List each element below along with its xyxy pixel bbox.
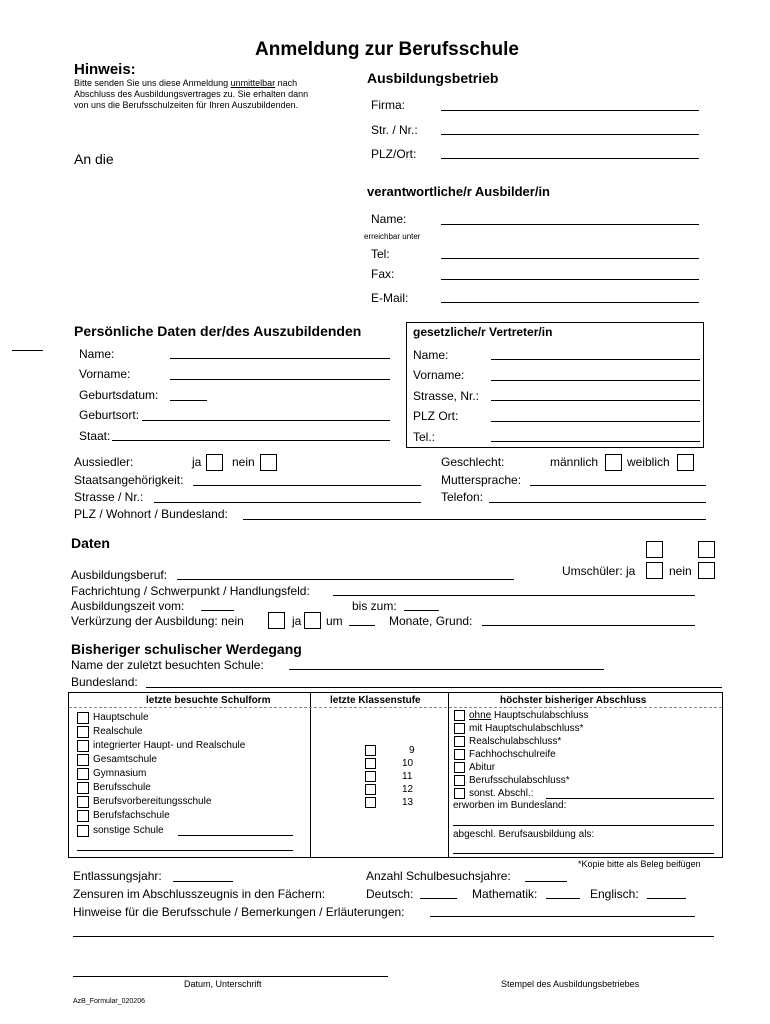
berufsausbildung-field[interactable] <box>453 853 714 854</box>
kopie-note: *Kopie bitte als Beleg beifügen <box>578 859 701 869</box>
schulform-label: Berufsschule <box>93 782 151 793</box>
schulform-checkbox[interactable] <box>77 768 89 780</box>
berufsausbildung-label: abgeschl. Berufsausbildung als: <box>453 829 595 840</box>
schulform-label: Gesamtschule <box>93 754 157 765</box>
ausbilder-fax-label: Fax: <box>371 267 395 281</box>
azubi-name-label: Name: <box>79 347 115 361</box>
abschluss-checkbox[interactable] <box>454 710 465 721</box>
ausbilder-email-label: E-Mail: <box>371 291 409 305</box>
weiblich-label: weiblich <box>627 455 670 469</box>
col-abschluss-header: höchster bisheriger Abschluss <box>500 695 647 706</box>
azubi-vorname-label: Vorname: <box>79 367 131 381</box>
abschluss-label: Abitur <box>469 762 496 773</box>
vertreter-name-field[interactable] <box>491 359 700 360</box>
ausbilder-tel-field[interactable] <box>441 258 699 259</box>
azubi-strasse-label: Strasse / Nr.: <box>74 490 144 504</box>
persoenlich-heading: Persönliche Daten der/des Auszubildenden <box>74 323 362 339</box>
klasse-checkbox[interactable] <box>365 758 376 769</box>
azubi-name-field[interactable] <box>170 358 390 359</box>
an-die-label: An die <box>74 151 114 167</box>
besuchsjahre-label: Anzahl Schulbesuchsjahre: <box>366 869 511 883</box>
geburtsdatum-field[interactable] <box>170 400 207 401</box>
hinweis-line-3: von uns die Berufsschulzeiten für Ihren Auszubildenden. <box>74 100 299 110</box>
vertreter-vorname-label: Vorname: <box>413 368 465 382</box>
maennlich-label: männlich <box>550 455 599 469</box>
ausbilder-tel-label: Tel: <box>371 247 390 261</box>
staat-label: Staat: <box>79 429 111 443</box>
vertreter-strasse-label: Strasse, Nr.: <box>413 389 480 403</box>
firma-field[interactable] <box>441 110 699 111</box>
abschluss-label: mit Hauptschulabschluss* <box>469 723 584 734</box>
schulform-checkbox[interactable] <box>77 825 89 837</box>
str-field[interactable] <box>441 134 699 135</box>
erreichbar-label: erreichbar unter <box>364 232 421 241</box>
vertreter-tel-label: Tel.: <box>413 430 436 444</box>
muttersprache-label: Muttersprache: <box>441 473 522 487</box>
hinweise-field[interactable] <box>430 916 695 917</box>
werdegang-table <box>68 692 723 858</box>
weiblich-checkbox[interactable] <box>677 454 694 471</box>
plz-ort-label: PLZ/Ort: <box>371 147 417 161</box>
verkuerzung-ja-label: ja <box>292 614 302 628</box>
werdegang-heading: Bisheriger schulischer Werdegang <box>71 641 302 657</box>
deutsch-label: Deutsch: <box>366 887 414 901</box>
azubi-vorname-field[interactable] <box>170 379 390 380</box>
deutsch-field[interactable] <box>420 898 457 899</box>
abschluss-checkbox[interactable] <box>454 723 465 734</box>
vertreter-name-label: Name: <box>413 348 449 362</box>
erworben-label: erworben im Bundesland: <box>453 800 567 811</box>
klasse-checkbox[interactable] <box>365 784 376 795</box>
formular-id: AzB_Formular_020206 <box>73 998 145 1005</box>
stempel-label: Stempel des Ausbildungsbetriebes <box>501 979 640 989</box>
firma-label: Firma: <box>371 98 405 112</box>
schulform-checkbox[interactable] <box>77 726 89 738</box>
ausbildungszeit-label: Ausbildungszeit vom: <box>71 599 185 613</box>
umschueler-nein-label: nein <box>669 564 692 578</box>
hinweis-line-2: Abschluss des Ausbildungsvertrages zu. Sie erhalten dann <box>74 89 309 99</box>
col-schulform-header: letzte besuchte Schulform <box>146 695 271 706</box>
bundesland-label: Bundesland: <box>71 675 138 689</box>
abschluss-label: Berufsschulabschluss* <box>469 775 570 786</box>
aussiedler-nein-label: nein <box>232 455 255 469</box>
verkuerzung-ja-checkbox[interactable] <box>304 612 321 629</box>
klasse-label: 12 <box>402 784 414 795</box>
page-title: Anmeldung zur Berufsschule <box>255 39 519 60</box>
klasse-checkbox[interactable] <box>365 797 376 808</box>
schulform-checkbox[interactable] <box>77 740 89 752</box>
ausbilder-name-label: Name: <box>371 212 407 226</box>
entlassungsjahr-field[interactable] <box>173 881 233 882</box>
abschluss-label: Fachhochschulreife <box>469 749 556 760</box>
ausbildungszeit-vom-field[interactable] <box>201 610 234 611</box>
schulform-label: Realschule <box>93 726 143 737</box>
hinweis-line-1: Bitte senden Sie uns diese Anmeldung unmittelbar nach <box>74 78 298 88</box>
klasse-checkbox[interactable] <box>365 745 376 756</box>
vertreter-strasse-field[interactable] <box>491 400 700 401</box>
ausbildungszeit-bis-field[interactable] <box>404 610 439 611</box>
verkuerzung-monate-field[interactable] <box>349 625 375 626</box>
monate-grund-label: Monate, Grund: <box>389 614 473 628</box>
azubi-plz-label: PLZ / Wohnort / Bundesland: <box>74 507 228 521</box>
abschluss-checkbox[interactable] <box>454 775 465 786</box>
klasse-label: 13 <box>402 797 414 808</box>
zensuren-label: Zensuren im Abschlusszeugnis in den Fächern: <box>73 887 326 901</box>
mathematik-label: Mathematik: <box>472 887 538 901</box>
muttersprache-field[interactable] <box>530 485 706 486</box>
datum-unterschrift-label: Datum, Unterschrift <box>184 979 262 989</box>
schulform-checkbox[interactable] <box>77 810 89 822</box>
schulform-label: sonstige Schule <box>93 825 164 836</box>
hinweise-field-2[interactable] <box>73 936 714 937</box>
sonstige-schule-field-2[interactable] <box>77 850 293 851</box>
bundesland-field[interactable] <box>146 687 722 688</box>
besuchsjahre-field[interactable] <box>525 881 567 882</box>
abschluss-checkbox[interactable] <box>454 736 465 747</box>
staatsangehoerigkeit-field[interactable] <box>193 485 421 486</box>
mathematik-field[interactable] <box>546 898 580 899</box>
vertreter-vorname-field[interactable] <box>491 380 700 381</box>
klasse-checkbox[interactable] <box>365 771 376 782</box>
sonst-abschluss-field[interactable] <box>546 798 714 799</box>
fachrichtung-label: Fachrichtung / Schwerpunkt / Handlungsfeld: <box>71 584 310 598</box>
table-divider-2 <box>448 692 449 858</box>
hinweise-label: Hinweise für die Berufsschule / Bemerkungen / Erläuterungen: <box>73 905 405 919</box>
verkuerzung-grund-field[interactable] <box>482 625 695 626</box>
schulform-label: integrierter Haupt- und Realschule <box>93 740 246 751</box>
um-label: um <box>326 614 343 628</box>
daten-heading: Daten <box>71 535 110 551</box>
schulform-label: Berufsvorbereitungsschule <box>93 796 212 807</box>
ausbilder-heading: verantwortliche/r Ausbilder/in <box>367 184 551 199</box>
erworben-field[interactable] <box>453 825 714 826</box>
verkuerzung-label: Verkürzung der Ausbildung: nein <box>71 614 244 628</box>
aussiedler-label: Aussiedler: <box>74 455 134 469</box>
abschluss-checkbox[interactable] <box>454 762 465 773</box>
vertreter-plz-field[interactable] <box>491 421 700 422</box>
bis-label: bis zum: <box>352 599 397 613</box>
table-header-divider <box>69 707 722 708</box>
schulform-checkbox[interactable] <box>77 712 89 724</box>
vertreter-tel-field[interactable] <box>491 441 700 442</box>
aussiedler-ja-label: ja <box>192 455 202 469</box>
schulform-label: Hauptschule <box>93 712 149 723</box>
sonstige-schule-field[interactable] <box>178 835 293 836</box>
ausbilder-fax-field[interactable] <box>441 279 699 280</box>
signature-field[interactable] <box>73 976 388 977</box>
letzte-schule-label: Name der zuletzt besuchten Schule: <box>71 658 264 672</box>
abschluss-checkbox[interactable] <box>454 749 465 760</box>
ausbilder-name-field[interactable] <box>441 224 699 225</box>
schulform-checkbox[interactable] <box>77 796 89 808</box>
plz-ort-field[interactable] <box>441 158 699 159</box>
abschluss-label: sonst. Abschl.: <box>469 788 534 799</box>
betrieb-heading: Ausbildungsbetrieb <box>367 70 499 86</box>
azubi-plz-field[interactable] <box>243 519 706 520</box>
ausbilder-email-field[interactable] <box>441 302 699 303</box>
vertreter-box <box>406 322 704 448</box>
table-divider-1 <box>310 692 311 858</box>
englisch-label: Englisch: <box>590 887 639 901</box>
geschlecht-label: Geschlecht: <box>441 455 505 469</box>
umschueler-nein-checkbox[interactable] <box>698 562 715 579</box>
aussiedler-nein-checkbox[interactable] <box>260 454 277 471</box>
schulform-label: Gymnasium <box>93 768 147 779</box>
telefon-field[interactable] <box>489 502 706 503</box>
azubi-strasse-field[interactable] <box>154 502 421 503</box>
letzte-schule-field[interactable] <box>289 669 604 670</box>
fold-mark <box>12 350 43 351</box>
klasse-label: 9 <box>409 745 415 756</box>
englisch-field[interactable] <box>647 898 686 899</box>
umschueler-ja-checkbox[interactable] <box>646 562 663 579</box>
klasse-label: 11 <box>402 771 413 782</box>
geburtsort-label: Geburtsort: <box>79 408 140 422</box>
maennlich-checkbox[interactable] <box>605 454 622 471</box>
staatsangehoerigkeit-label: Staatsangehörigkeit: <box>74 473 184 487</box>
col-klassenstufe-header: letzte Klassenstufe <box>330 695 421 706</box>
vertreter-plz-label: PLZ Ort: <box>413 409 459 423</box>
schulform-checkbox[interactable] <box>77 754 89 766</box>
ausbildungsberuf-label: Ausbildungsberuf: <box>71 568 168 582</box>
ausbildungsberuf-field[interactable] <box>177 579 514 580</box>
aussiedler-ja-checkbox[interactable] <box>206 454 223 471</box>
verkuerzung-nein-checkbox[interactable] <box>268 612 285 629</box>
umschueler-extra-checkbox-1[interactable] <box>646 541 663 558</box>
schulform-checkbox[interactable] <box>77 782 89 794</box>
telefon-label: Telefon: <box>441 490 484 504</box>
fachrichtung-field[interactable] <box>333 595 695 596</box>
klasse-label: 10 <box>402 758 414 769</box>
entlassungsjahr-label: Entlassungsjahr: <box>73 869 162 883</box>
umschueler-extra-checkbox-2[interactable] <box>698 541 715 558</box>
umschueler-label: Umschüler: ja <box>562 564 636 578</box>
vertreter-heading: gesetzliche/r Vertreter/in <box>413 325 553 339</box>
abschluss-checkbox[interactable] <box>454 788 465 799</box>
schulform-label: Berufsfachschule <box>93 810 170 821</box>
abschluss-label: Realschulabschluss* <box>469 736 562 747</box>
hinweis-heading: Hinweis: <box>74 61 136 78</box>
staat-field[interactable] <box>112 440 390 441</box>
geburtsort-field[interactable] <box>142 420 390 421</box>
str-label: Str. / Nr.: <box>371 123 418 137</box>
abschluss-label: ohne Hauptschulabschluss <box>469 710 589 721</box>
geburtsdatum-label: Geburtsdatum: <box>79 388 159 402</box>
